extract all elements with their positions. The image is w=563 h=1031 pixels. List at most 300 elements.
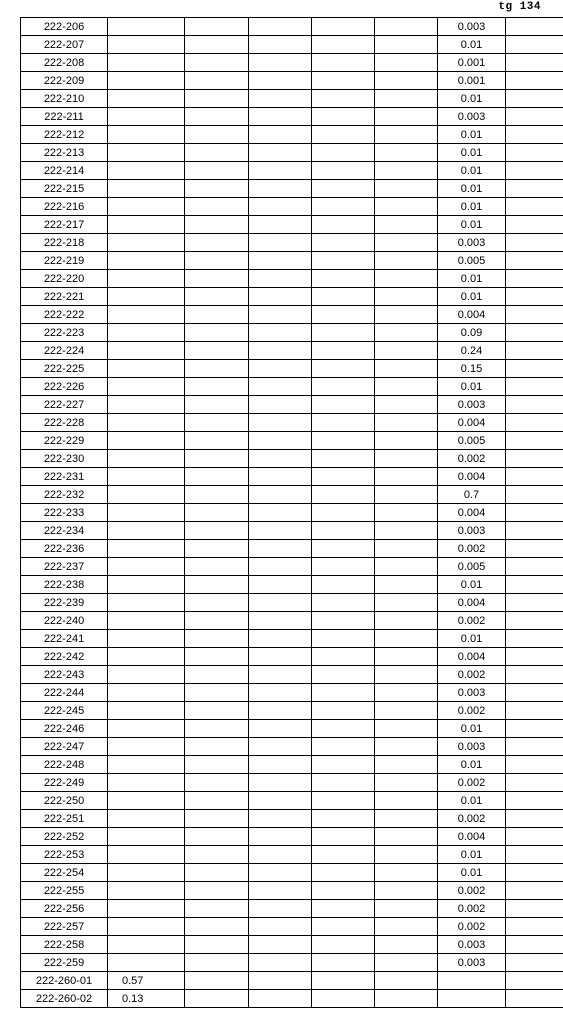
empty-cell <box>249 234 312 252</box>
empty-cell <box>506 792 563 810</box>
empty-cell <box>506 522 563 540</box>
value-cell-col7: 0.003 <box>438 234 506 252</box>
empty-cell <box>185 774 249 792</box>
sample-id-cell: 222-221 <box>21 288 108 306</box>
value-cell-col7: 0.002 <box>438 612 506 630</box>
value-cell-col7: 0.002 <box>438 882 506 900</box>
table-row <box>21 684 563 702</box>
empty-cell <box>185 396 249 414</box>
empty-cell <box>312 630 375 648</box>
empty-cell <box>185 972 249 990</box>
value-cell-col7: 0.15 <box>438 360 506 378</box>
empty-cell <box>312 288 375 306</box>
table-row <box>21 756 563 774</box>
value-cell-col2 <box>108 792 185 810</box>
value-cell-col2 <box>108 918 185 936</box>
empty-cell <box>249 270 312 288</box>
empty-cell <box>249 846 312 864</box>
empty-cell <box>185 288 249 306</box>
empty-cell <box>185 738 249 756</box>
value-cell-col2 <box>108 126 185 144</box>
empty-cell <box>375 576 438 594</box>
empty-cell <box>249 306 312 324</box>
value-cell-col7: 0.01 <box>438 216 506 234</box>
empty-cell <box>185 918 249 936</box>
empty-cell <box>506 702 563 720</box>
empty-cell <box>375 612 438 630</box>
empty-cell <box>506 756 563 774</box>
table-row <box>21 720 563 738</box>
value-cell-col7: 0.01 <box>438 630 506 648</box>
value-cell-col7: 0.003 <box>438 738 506 756</box>
value-cell-col2 <box>108 306 185 324</box>
value-cell-col2 <box>108 72 185 90</box>
sample-id-cell: 222-231 <box>21 468 108 486</box>
empty-cell <box>506 828 563 846</box>
empty-cell <box>375 486 438 504</box>
empty-cell <box>185 270 249 288</box>
empty-cell <box>185 108 249 126</box>
empty-cell <box>375 324 438 342</box>
table-row <box>21 882 563 900</box>
empty-cell <box>249 666 312 684</box>
value-cell-col7: 0.01 <box>438 846 506 864</box>
value-cell-col7: 0.005 <box>438 252 506 270</box>
value-cell-col7: 0.002 <box>438 666 506 684</box>
empty-cell <box>375 810 438 828</box>
empty-cell <box>185 900 249 918</box>
value-cell-col2 <box>108 882 185 900</box>
sample-id-cell: 222-254 <box>21 864 108 882</box>
empty-cell <box>375 72 438 90</box>
empty-cell <box>249 198 312 216</box>
value-cell-col2 <box>108 360 185 378</box>
empty-cell <box>506 774 563 792</box>
empty-cell <box>506 306 563 324</box>
sample-id-cell: 222-226 <box>21 378 108 396</box>
empty-cell <box>249 684 312 702</box>
empty-cell <box>506 846 563 864</box>
empty-cell <box>506 882 563 900</box>
table-row <box>21 432 563 450</box>
empty-cell <box>375 918 438 936</box>
sample-id-cell: 222-256 <box>21 900 108 918</box>
empty-cell <box>249 36 312 54</box>
empty-cell <box>249 810 312 828</box>
empty-cell <box>506 576 563 594</box>
empty-cell <box>312 162 375 180</box>
empty-cell <box>506 396 563 414</box>
value-cell-col2 <box>108 954 185 972</box>
sample-id-cell: 222-210 <box>21 90 108 108</box>
table-row <box>21 198 563 216</box>
empty-cell <box>375 360 438 378</box>
value-cell-col7: 0.01 <box>438 126 506 144</box>
value-cell-col2 <box>108 18 185 36</box>
empty-cell <box>185 342 249 360</box>
value-cell-col2 <box>108 558 185 576</box>
empty-cell <box>249 594 312 612</box>
empty-cell <box>506 864 563 882</box>
empty-cell <box>185 252 249 270</box>
empty-cell <box>185 792 249 810</box>
sample-id-cell: 222-229 <box>21 432 108 450</box>
table-row <box>21 900 563 918</box>
value-cell-col7: 0.01 <box>438 90 506 108</box>
empty-cell <box>506 810 563 828</box>
value-cell-col7: 0.004 <box>438 648 506 666</box>
empty-cell <box>312 702 375 720</box>
empty-cell <box>375 54 438 72</box>
value-cell-col2 <box>108 36 185 54</box>
empty-cell <box>312 108 375 126</box>
value-cell-col7: 0.09 <box>438 324 506 342</box>
value-cell-col7: 0.01 <box>438 270 506 288</box>
empty-cell <box>375 828 438 846</box>
empty-cell <box>506 936 563 954</box>
table-row <box>21 180 563 198</box>
empty-cell <box>312 756 375 774</box>
table-row <box>21 360 563 378</box>
empty-cell <box>312 180 375 198</box>
empty-cell <box>375 198 438 216</box>
empty-cell <box>312 576 375 594</box>
value-cell-col2 <box>108 324 185 342</box>
empty-cell <box>375 954 438 972</box>
value-cell-col2 <box>108 162 185 180</box>
empty-cell <box>506 918 563 936</box>
empty-cell <box>506 954 563 972</box>
empty-cell <box>312 594 375 612</box>
sample-id-cell: 222-250 <box>21 792 108 810</box>
sample-id-cell: 222-260-02 <box>21 990 108 1008</box>
value-cell-col2 <box>108 936 185 954</box>
empty-cell <box>249 900 312 918</box>
empty-cell <box>375 738 438 756</box>
empty-cell <box>375 522 438 540</box>
value-cell-col7: 0.01 <box>438 288 506 306</box>
table-row <box>21 414 563 432</box>
sample-id-cell: 222-243 <box>21 666 108 684</box>
value-cell-col2 <box>108 702 185 720</box>
empty-cell <box>506 144 563 162</box>
empty-cell <box>506 162 563 180</box>
empty-cell <box>375 900 438 918</box>
empty-cell <box>312 666 375 684</box>
empty-cell <box>312 954 375 972</box>
empty-cell <box>312 846 375 864</box>
value-cell-col2 <box>108 612 185 630</box>
table-row <box>21 108 563 126</box>
table-row <box>21 972 563 990</box>
empty-cell <box>506 198 563 216</box>
empty-cell <box>375 126 438 144</box>
table-row <box>21 666 563 684</box>
sample-id-cell: 222-227 <box>21 396 108 414</box>
empty-cell <box>312 972 375 990</box>
empty-cell <box>185 54 249 72</box>
value-cell-col7: 0.003 <box>438 936 506 954</box>
table-row <box>21 162 563 180</box>
table-row <box>21 396 563 414</box>
sample-id-cell: 222-208 <box>21 54 108 72</box>
empty-cell <box>312 486 375 504</box>
value-cell-col2 <box>108 342 185 360</box>
sample-id-cell: 222-212 <box>21 126 108 144</box>
empty-cell <box>312 72 375 90</box>
sample-id-cell: 222-209 <box>21 72 108 90</box>
sample-id-cell: 222-216 <box>21 198 108 216</box>
table-row <box>21 522 563 540</box>
empty-cell <box>312 450 375 468</box>
value-cell-col7: 0.01 <box>438 198 506 216</box>
empty-cell <box>312 864 375 882</box>
empty-cell <box>506 108 563 126</box>
empty-cell <box>185 234 249 252</box>
value-cell-col7: 0.7 <box>438 486 506 504</box>
empty-cell <box>375 630 438 648</box>
empty-cell <box>249 360 312 378</box>
empty-cell <box>249 612 312 630</box>
empty-cell <box>312 648 375 666</box>
value-cell-col2 <box>108 828 185 846</box>
table-row <box>21 234 563 252</box>
sample-id-cell: 222-255 <box>21 882 108 900</box>
table-row <box>21 558 563 576</box>
empty-cell <box>375 720 438 738</box>
empty-cell <box>249 576 312 594</box>
empty-cell <box>375 252 438 270</box>
value-cell-col7: 0.004 <box>438 414 506 432</box>
table-row <box>21 936 563 954</box>
empty-cell <box>375 792 438 810</box>
empty-cell <box>312 540 375 558</box>
empty-cell <box>185 846 249 864</box>
empty-cell <box>249 558 312 576</box>
value-cell-col7: 0.01 <box>438 756 506 774</box>
value-cell-col7: 0.001 <box>438 54 506 72</box>
value-cell-col2 <box>108 396 185 414</box>
empty-cell <box>312 738 375 756</box>
empty-cell <box>249 756 312 774</box>
empty-cell <box>506 486 563 504</box>
empty-cell <box>375 972 438 990</box>
value-cell-col2 <box>108 666 185 684</box>
sample-id-cell: 222-252 <box>21 828 108 846</box>
empty-cell <box>506 630 563 648</box>
value-cell-col7: 0.003 <box>438 522 506 540</box>
empty-cell <box>312 126 375 144</box>
sample-id-cell: 222-246 <box>21 720 108 738</box>
empty-cell <box>375 666 438 684</box>
empty-cell <box>506 594 563 612</box>
value-cell-col7: 0.24 <box>438 342 506 360</box>
empty-cell <box>249 90 312 108</box>
empty-cell <box>375 288 438 306</box>
value-cell-col2 <box>108 54 185 72</box>
empty-cell <box>312 936 375 954</box>
empty-cell <box>375 774 438 792</box>
empty-cell <box>312 324 375 342</box>
empty-cell <box>312 720 375 738</box>
empty-cell <box>185 810 249 828</box>
value-cell-col2 <box>108 468 185 486</box>
empty-cell <box>312 18 375 36</box>
empty-cell <box>312 522 375 540</box>
empty-cell <box>249 738 312 756</box>
empty-cell <box>185 522 249 540</box>
sample-id-cell: 222-241 <box>21 630 108 648</box>
empty-cell <box>506 684 563 702</box>
empty-cell <box>185 540 249 558</box>
sample-id-cell: 222-253 <box>21 846 108 864</box>
empty-cell <box>375 378 438 396</box>
sample-id-cell: 222-258 <box>21 936 108 954</box>
empty-cell <box>185 72 249 90</box>
empty-cell <box>506 648 563 666</box>
empty-cell <box>249 288 312 306</box>
value-cell-col7: 0.004 <box>438 594 506 612</box>
value-cell-col2 <box>108 144 185 162</box>
empty-cell <box>312 792 375 810</box>
value-cell-col2 <box>108 810 185 828</box>
empty-cell <box>506 216 563 234</box>
empty-cell <box>185 504 249 522</box>
sample-id-cell: 222-220 <box>21 270 108 288</box>
empty-cell <box>312 414 375 432</box>
value-cell-col2 <box>108 450 185 468</box>
table-row <box>21 702 563 720</box>
empty-cell <box>312 468 375 486</box>
empty-cell <box>506 180 563 198</box>
value-cell-col2 <box>108 252 185 270</box>
empty-cell <box>375 180 438 198</box>
empty-cell <box>185 306 249 324</box>
empty-cell <box>185 414 249 432</box>
value-cell-col7: 0.001 <box>438 72 506 90</box>
value-cell-col7: 0.003 <box>438 684 506 702</box>
table-row <box>21 54 563 72</box>
table-row <box>21 306 563 324</box>
table-row <box>21 324 563 342</box>
empty-cell <box>375 396 438 414</box>
value-cell-col2 <box>108 774 185 792</box>
sample-id-cell: 222-225 <box>21 360 108 378</box>
empty-cell <box>506 540 563 558</box>
value-cell-col2 <box>108 594 185 612</box>
value-cell-col7: 0.004 <box>438 828 506 846</box>
value-cell-col7: 0.01 <box>438 162 506 180</box>
empty-cell <box>249 396 312 414</box>
value-cell-col2 <box>108 198 185 216</box>
table-row <box>21 990 563 1008</box>
table-row <box>21 792 563 810</box>
value-cell-col2 <box>108 900 185 918</box>
empty-cell <box>312 36 375 54</box>
empty-cell <box>185 648 249 666</box>
table-row <box>21 594 563 612</box>
value-cell-col7: 0.002 <box>438 450 506 468</box>
empty-cell <box>185 90 249 108</box>
empty-cell <box>506 342 563 360</box>
value-cell-col2 <box>108 864 185 882</box>
table-row <box>21 612 563 630</box>
sample-id-cell: 222-251 <box>21 810 108 828</box>
empty-cell <box>506 738 563 756</box>
value-cell-col7: 0.01 <box>438 864 506 882</box>
table-row <box>21 954 563 972</box>
empty-cell <box>249 630 312 648</box>
empty-cell <box>375 558 438 576</box>
empty-cell <box>506 504 563 522</box>
empty-cell <box>312 54 375 72</box>
empty-cell <box>185 666 249 684</box>
table-row <box>21 468 563 486</box>
empty-cell <box>185 954 249 972</box>
empty-cell <box>185 828 249 846</box>
sample-id-cell: 222-230 <box>21 450 108 468</box>
sample-id-cell: 222-239 <box>21 594 108 612</box>
table-row <box>21 342 563 360</box>
table-row <box>21 252 563 270</box>
value-cell-col2 <box>108 288 185 306</box>
empty-cell <box>249 126 312 144</box>
value-cell-col7: 0.01 <box>438 144 506 162</box>
empty-cell <box>375 684 438 702</box>
empty-cell <box>375 504 438 522</box>
empty-cell <box>249 954 312 972</box>
empty-cell <box>249 72 312 90</box>
table-row <box>21 504 563 522</box>
empty-cell <box>249 828 312 846</box>
empty-cell <box>249 18 312 36</box>
sample-id-cell: 222-207 <box>21 36 108 54</box>
value-cell-col2 <box>108 486 185 504</box>
table-row <box>21 36 563 54</box>
value-cell-col2 <box>108 738 185 756</box>
empty-cell <box>185 360 249 378</box>
empty-cell <box>506 360 563 378</box>
table-row <box>21 630 563 648</box>
table-row <box>21 576 563 594</box>
empty-cell <box>506 126 563 144</box>
table-row <box>21 828 563 846</box>
empty-cell <box>375 594 438 612</box>
table-row <box>21 144 563 162</box>
empty-cell <box>312 774 375 792</box>
value-cell-col7: 0.002 <box>438 900 506 918</box>
table-row <box>21 540 563 558</box>
empty-cell <box>375 108 438 126</box>
sample-id-cell: 222-259 <box>21 954 108 972</box>
empty-cell <box>375 756 438 774</box>
empty-cell <box>506 252 563 270</box>
sample-id-cell: 222-215 <box>21 180 108 198</box>
value-cell-col7: 0.01 <box>438 180 506 198</box>
empty-cell <box>506 990 563 1008</box>
value-cell-col7: 0.005 <box>438 432 506 450</box>
empty-cell <box>506 558 563 576</box>
empty-cell <box>312 882 375 900</box>
empty-cell <box>506 432 563 450</box>
empty-cell <box>375 540 438 558</box>
empty-cell <box>185 450 249 468</box>
sample-id-cell: 222-244 <box>21 684 108 702</box>
empty-cell <box>375 216 438 234</box>
empty-cell <box>185 324 249 342</box>
table-row <box>21 72 563 90</box>
empty-cell <box>185 180 249 198</box>
